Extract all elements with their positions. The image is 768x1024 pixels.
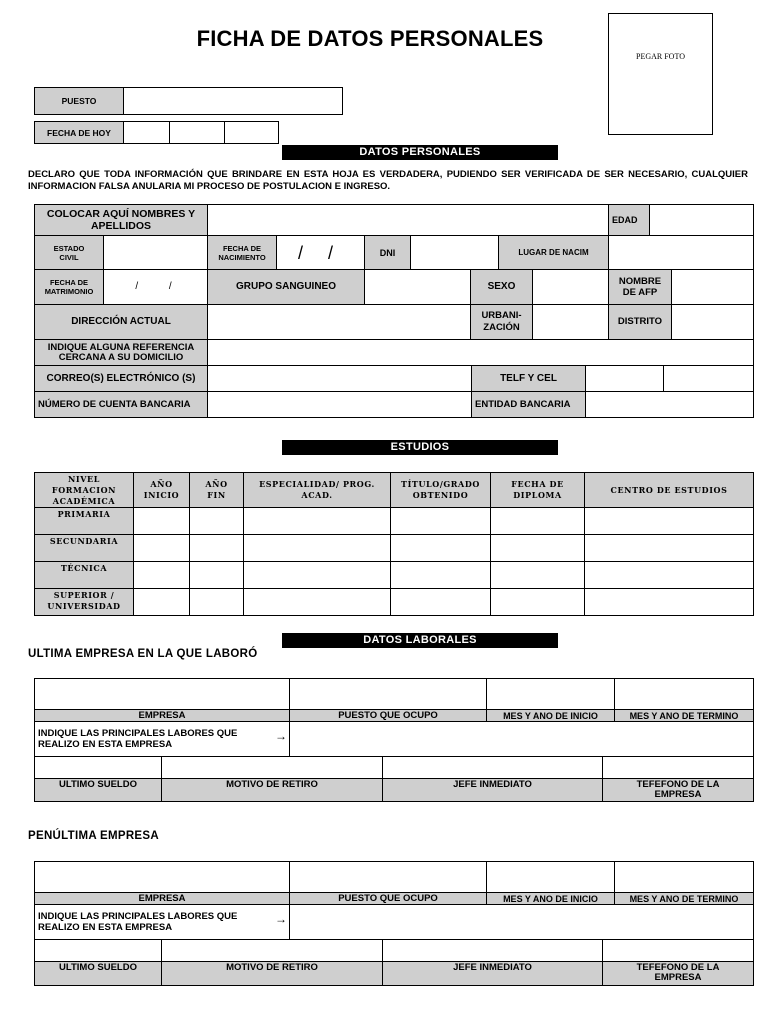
motivo-field[interactable] [161, 756, 383, 779]
arrow-right-icon: → [275, 912, 287, 926]
datos-laborales-header: DATOS LABORALES [282, 633, 558, 648]
referencia-label: INDIQUE ALGUNA REFERENCIA CERCANA A SU DOMICILIO [34, 339, 208, 366]
correo-field[interactable] [207, 365, 472, 392]
mes-termino-label: MES Y ANO DE TERMINO [614, 892, 754, 905]
telf-label: TELF Y CEL [471, 365, 586, 392]
declaration-text: DECLARO QUE TODA INFORMACIÓN QUE BRINDARE EN ESTA HOJA ES VERDADERA, PUDIENDO SER VERIFICADA DE SER NECESARIO, CUALQUIER INFORMACION FALSA ANULARIA MI PROCESO DE POSTULACION E INGRESO. [28, 169, 748, 192]
estudios-cell[interactable] [133, 507, 190, 535]
fecha-matrimonio-field[interactable]: / / [103, 269, 208, 305]
sueldo-field[interactable] [34, 939, 162, 962]
estudios-row-label: SECUNDARIA [34, 534, 134, 562]
page-title: FICHA DE DATOS PERSONALES [196, 26, 544, 51]
estudios-col-nivel: NIVEL FORMACION ACADÉMICA [34, 472, 134, 508]
estudios-cell[interactable] [390, 534, 491, 562]
estudios-col-fecha: FECHA DE DIPLOMA [490, 472, 585, 508]
estudios-cell[interactable] [490, 534, 585, 562]
puesto-field[interactable] [123, 87, 343, 115]
telf-field[interactable] [585, 365, 664, 392]
motivo-field[interactable] [161, 939, 383, 962]
estudios-cell[interactable] [243, 588, 391, 616]
estudios-col-fin: AÑO FIN [189, 472, 244, 508]
estudios-col-especialidad: ESPECIALIDAD/ PROG. ACAD. [243, 472, 391, 508]
lugar-nacimiento-label: LUGAR DE NACIM [498, 235, 609, 270]
labores-field[interactable] [289, 904, 754, 940]
empresa-label: EMPRESA [34, 892, 290, 905]
datos-personales-header: DATOS PERSONALES [282, 145, 558, 160]
estado-civil-field[interactable] [103, 235, 208, 270]
mes-termino-field[interactable] [614, 678, 754, 710]
entidad-label: ENTIDAD BANCARIA [471, 391, 586, 418]
lugar-nacimiento-field[interactable] [608, 235, 754, 270]
urbanizacion-field[interactable] [532, 304, 609, 340]
mes-inicio-field[interactable] [486, 861, 615, 893]
labores-label: INDIQUE LAS PRINCIPALES LABORES QUE REALIZO EN ESTA EMPRESA [34, 721, 290, 757]
cuenta-label: NÚMERO DE CUENTA BANCARIA [34, 391, 208, 418]
estudios-cell[interactable] [133, 561, 190, 589]
edad-label: EDAD [608, 204, 650, 236]
estudios-cell[interactable] [390, 561, 491, 589]
empresa-field[interactable] [34, 678, 290, 710]
estudios-cell[interactable] [243, 561, 391, 589]
urbanizacion-label: URBANI- ZACIÓN [470, 304, 533, 340]
sueldo-field[interactable] [34, 756, 162, 779]
empresa-label: EMPRESA [34, 709, 290, 722]
distrito-label: DISTRITO [608, 304, 672, 340]
fecha-hoy-day-field[interactable] [123, 121, 170, 144]
entidad-field[interactable] [585, 391, 754, 418]
estado-civil-label: ESTADO CIVIL [34, 235, 104, 270]
referencia-field[interactable] [207, 339, 754, 366]
afp-field[interactable] [671, 269, 754, 305]
estudios-cell[interactable] [584, 588, 754, 616]
motivo-label: MOTIVO DE RETIRO [161, 961, 383, 986]
dni-label: DNI [364, 235, 411, 270]
photo-label: PEGAR FOTO [636, 52, 685, 61]
labores-label: INDIQUE LAS PRINCIPALES LABORES QUE REALIZO EN ESTA EMPRESA [34, 904, 290, 940]
estudios-col-inicio: AÑO INICIO [133, 472, 190, 508]
estudios-cell[interactable] [390, 588, 491, 616]
distrito-field[interactable] [671, 304, 754, 340]
correo-label: CORREO(S) ELECTRÓNICO (S) [34, 365, 208, 392]
dni-field[interactable] [410, 235, 499, 270]
puesto-ocupo-label: PUESTO QUE OCUPO [289, 709, 487, 722]
mes-termino-field[interactable] [614, 861, 754, 893]
labores-field[interactable] [289, 721, 754, 757]
fecha-nacimiento-label: FECHA DE NACIMIENTO [207, 235, 277, 270]
jefe-label: JEFE INMEDIATO [382, 778, 603, 802]
cel-field[interactable] [663, 365, 754, 392]
estudios-row-label: SUPERIOR / UNIVERSIDAD [34, 588, 134, 616]
telefono-label: TEFEFONO DE LA EMPRESA [602, 961, 754, 986]
fecha-hoy-label: FECHA DE HOY [34, 121, 124, 144]
afp-label: NOMBRE DE AFP [608, 269, 672, 305]
estudios-cell[interactable] [189, 507, 244, 535]
puesto-ocupo-field[interactable] [289, 678, 487, 710]
estudios-cell[interactable] [584, 561, 754, 589]
estudios-cell[interactable] [189, 534, 244, 562]
estudios-cell[interactable] [243, 534, 391, 562]
sueldo-label: ULTIMO SUELDO [34, 778, 162, 802]
estudios-cell[interactable] [133, 588, 190, 616]
fecha-hoy-month-field[interactable] [169, 121, 225, 144]
estudios-col-titulo: TÍTULO/GRADO OBTENIDO [390, 472, 491, 508]
telefono-field[interactable] [602, 756, 754, 779]
penultima-empresa-heading: PENÚLTIMA EMPRESA [28, 830, 159, 842]
grupo-sanguineo-field[interactable] [364, 269, 471, 305]
estudios-cell[interactable] [490, 507, 585, 535]
estudios-row-label: PRIMARIA [34, 507, 134, 535]
estudios-cell[interactable] [189, 588, 244, 616]
estudios-row-label: TÉCNICA [34, 561, 134, 589]
fecha-matrimonio-label: FECHA DE MATRIMONIO [34, 269, 104, 305]
mes-termino-label: MES Y ANO DE TERMINO [614, 709, 754, 722]
puesto-ocupo-field[interactable] [289, 861, 487, 893]
mes-inicio-field[interactable] [486, 678, 615, 710]
telefono-label: TEFEFONO DE LA EMPRESA [602, 778, 754, 802]
fecha-hoy-year-field[interactable] [224, 121, 279, 144]
estudios-cell[interactable] [584, 507, 754, 535]
puesto-label: PUESTO [34, 87, 124, 115]
estudios-cell[interactable] [490, 561, 585, 589]
grupo-sanguineo-label: GRUPO SANGUINEO [207, 269, 365, 305]
mes-inicio-label: MES Y ANO DE INICIO [486, 709, 615, 722]
direccion-field[interactable] [207, 304, 471, 340]
telefono-field[interactable] [602, 939, 754, 962]
nombres-field[interactable] [207, 204, 609, 236]
fecha-nacimiento-field[interactable]: / / [276, 235, 365, 270]
ultima-empresa-heading: ULTIMA EMPRESA EN LA QUE LABORÓ [28, 648, 258, 660]
photo-box[interactable] [608, 13, 713, 135]
edad-field[interactable] [649, 204, 754, 236]
motivo-label: MOTIVO DE RETIRO [161, 778, 383, 802]
jefe-label: JEFE INMEDIATO [382, 961, 603, 986]
estudios-cell[interactable] [243, 507, 391, 535]
mes-inicio-label: MES Y ANO DE INICIO [486, 892, 615, 905]
jefe-field[interactable] [382, 756, 603, 779]
direccion-label: DIRECCIÓN ACTUAL [34, 304, 208, 340]
sueldo-label: ULTIMO SUELDO [34, 961, 162, 986]
estudios-cell[interactable] [490, 588, 585, 616]
jefe-field[interactable] [382, 939, 603, 962]
empresa-field[interactable] [34, 861, 290, 893]
estudios-cell[interactable] [189, 561, 244, 589]
nombres-label: COLOCAR AQUÍ NOMBRES Y APELLIDOS [34, 204, 208, 236]
sexo-label: SEXO [470, 269, 533, 305]
sexo-field[interactable] [532, 269, 609, 305]
estudios-header: ESTUDIOS [282, 440, 558, 455]
puesto-ocupo-label: PUESTO QUE OCUPO [289, 892, 487, 905]
estudios-cell[interactable] [390, 507, 491, 535]
arrow-right-icon: → [275, 729, 287, 743]
cuenta-field[interactable] [207, 391, 472, 418]
estudios-cell[interactable] [133, 534, 190, 562]
estudios-cell[interactable] [584, 534, 754, 562]
estudios-col-centro: CENTRO DE ESTUDIOS [584, 472, 754, 508]
